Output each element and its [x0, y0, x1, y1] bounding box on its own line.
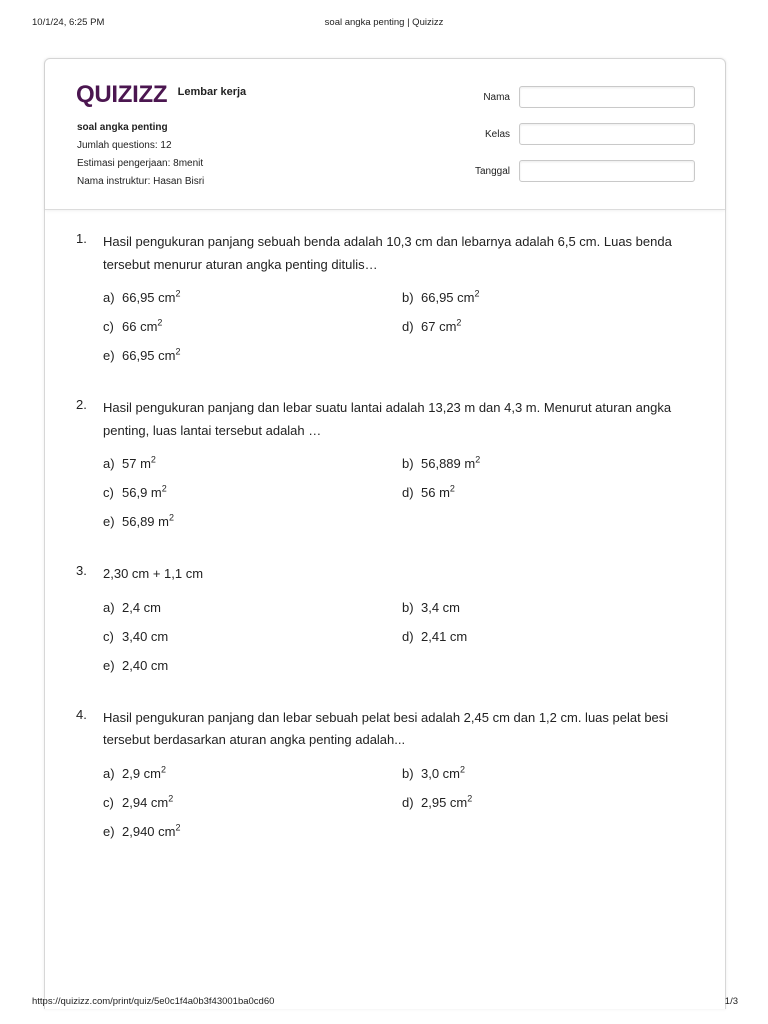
unit-exponent: 2: [161, 764, 167, 775]
answer-option[interactable]: [103, 346, 402, 375]
unit-exponent: 2: [460, 764, 466, 775]
option-letter: c): [103, 794, 114, 810]
date-label: Tanggal: [474, 166, 510, 177]
option-value: 66 cm: [122, 319, 158, 334]
answer-option[interactable]: [402, 627, 701, 656]
answer-option[interactable]: [402, 598, 701, 627]
print-header: [32, 17, 736, 31]
option-value: 2,40 cm: [122, 657, 169, 673]
unit-exponent: 2: [449, 483, 455, 494]
answer-option[interactable]: [402, 454, 701, 483]
option-value: 2,4 cm: [122, 599, 162, 615]
unit-exponent: 2: [168, 512, 174, 523]
option-letter: d): [402, 319, 414, 334]
answer-options: [103, 288, 703, 375]
option-value: 56 m: [421, 485, 450, 500]
quiz-meta: [77, 119, 204, 191]
print-title: soal angka penting | Quizizz: [324, 17, 444, 28]
question-1: [45, 231, 725, 375]
option-value: 56,89 m: [122, 514, 169, 529]
answer-option[interactable]: [103, 598, 402, 627]
question-text: 2,30 cm + 1,1 cm: [103, 566, 204, 581]
unit-exponent: 2: [467, 793, 473, 804]
quiz-title: soal angka penting: [77, 122, 168, 133]
answer-option[interactable]: [103, 317, 402, 346]
option-letter: a): [103, 290, 115, 305]
instructor-name: Nama instruktur: Hasan Bisri: [77, 176, 205, 187]
answer-option[interactable]: [402, 793, 701, 822]
option-value: 66,95 cm: [122, 290, 176, 305]
page-number: 1/3: [724, 996, 738, 1007]
option-value: 57 m: [122, 456, 151, 471]
print-footer: [32, 996, 738, 1010]
unit-exponent: 2: [175, 346, 181, 357]
unit-exponent: 2: [150, 454, 156, 465]
print-url: https://quizizz.com/print/quiz/5e0c1f4a0b3f43001ba0cd60: [32, 996, 275, 1007]
unit-exponent: 2: [474, 288, 480, 299]
question-text: Hasil pengukuran panjang dan lebar suatu lantai adalah 13,23 m dan 4,3 m. Menurut aturan angka penting, luas lantai tersebut adalah …: [103, 400, 672, 438]
answer-option[interactable]: [103, 483, 402, 512]
option-letter: d): [402, 485, 414, 500]
option-value: 2,41 cm: [421, 628, 468, 644]
question-text: Hasil pengukuran panjang dan lebar sebuah pelat besi adalah 2,45 cm dan 1,2 cm. luas pelat besi tersebut berdasarkan aturan angka penting adalah...: [103, 709, 669, 747]
answer-option[interactable]: [402, 483, 701, 512]
unit-exponent: 2: [161, 483, 167, 494]
answer-option[interactable]: [103, 288, 402, 317]
option-letter: c): [103, 319, 114, 334]
answer-option[interactable]: [103, 454, 402, 483]
option-value: 2,940 cm: [122, 823, 176, 839]
question-number: 3.: [76, 563, 87, 578]
option-letter: c): [103, 628, 114, 644]
brand: [76, 81, 246, 107]
worksheet-label: Lembar kerja: [177, 86, 247, 98]
quizizz-logo: QUIZIZZ: [76, 81, 168, 108]
question-text: Hasil pengukuran panjang sebuah benda adalah 10,3 cm dan lebarnya adalah 6,5 cm. Luas benda tersebut menurur aturan angka penting ditulis…: [103, 234, 672, 272]
option-letter: b): [402, 599, 414, 615]
question-count: Jumlah questions: 12: [77, 140, 172, 151]
unit-exponent: 2: [456, 317, 462, 328]
time-estimate: Estimasi pengerjaan: 8menit: [77, 158, 204, 169]
option-letter: c): [103, 485, 114, 500]
option-letter: e): [103, 823, 115, 839]
option-letter: a): [103, 599, 115, 615]
option-letter: e): [103, 348, 115, 363]
answer-option[interactable]: [402, 317, 701, 346]
option-letter: a): [103, 456, 115, 471]
option-value: 56,889 m: [421, 456, 476, 471]
option-letter: a): [103, 765, 115, 781]
worksheet-header: [45, 59, 725, 210]
answer-option[interactable]: [103, 627, 402, 656]
option-value: 3,4 cm: [421, 599, 461, 615]
option-value: 2,94 cm: [122, 794, 169, 810]
class-field-row: [455, 123, 695, 160]
option-letter: b): [402, 456, 414, 471]
question-list: [45, 231, 725, 873]
answer-option[interactable]: [103, 656, 402, 685]
unit-exponent: 2: [175, 288, 181, 299]
date-field-row: [455, 160, 695, 197]
unit-exponent: 2: [168, 793, 174, 804]
option-letter: d): [402, 794, 414, 810]
unit-exponent: 2: [175, 822, 181, 833]
class-label: Kelas: [484, 129, 510, 140]
option-value: 56,9 m: [122, 485, 162, 500]
date-input[interactable]: [519, 160, 695, 182]
question-number: 4.: [76, 706, 87, 722]
question-number: 2.: [76, 397, 87, 412]
answer-options: [103, 764, 703, 851]
unit-exponent: 2: [475, 454, 481, 465]
option-value: 3,40 cm: [122, 628, 169, 644]
option-letter: b): [402, 765, 414, 781]
question-4: [45, 707, 725, 851]
option-value: 2,95 cm: [421, 794, 468, 810]
option-value: 67 cm: [421, 319, 457, 334]
answer-options: [103, 454, 703, 541]
answer-option[interactable]: [402, 764, 701, 793]
question-3: [45, 563, 725, 685]
answer-option[interactable]: [103, 793, 402, 822]
option-letter: e): [103, 657, 115, 673]
answer-option[interactable]: [402, 288, 701, 317]
worksheet: [44, 58, 726, 1009]
option-value: 3,0 cm: [421, 765, 461, 781]
answer-option[interactable]: [103, 822, 402, 851]
answer-options: [103, 598, 703, 685]
name-input[interactable]: [519, 86, 695, 108]
option-letter: b): [402, 290, 414, 305]
option-value: 2,9 cm: [122, 765, 162, 781]
name-label: Nama: [483, 92, 510, 103]
question-number: 1.: [76, 231, 87, 246]
answer-option[interactable]: [103, 764, 402, 793]
option-letter: e): [103, 514, 115, 529]
name-field-row: [455, 86, 695, 123]
unit-exponent: 2: [157, 317, 163, 328]
question-2: [45, 397, 725, 541]
option-letter: d): [402, 628, 414, 644]
option-value: 66,95 cm: [421, 290, 475, 305]
print-date: 10/1/24, 6:25 PM: [32, 17, 105, 28]
option-value: 66,95 cm: [122, 348, 176, 363]
student-fields: [455, 86, 695, 197]
answer-option[interactable]: [103, 512, 402, 541]
class-input[interactable]: [519, 123, 695, 145]
